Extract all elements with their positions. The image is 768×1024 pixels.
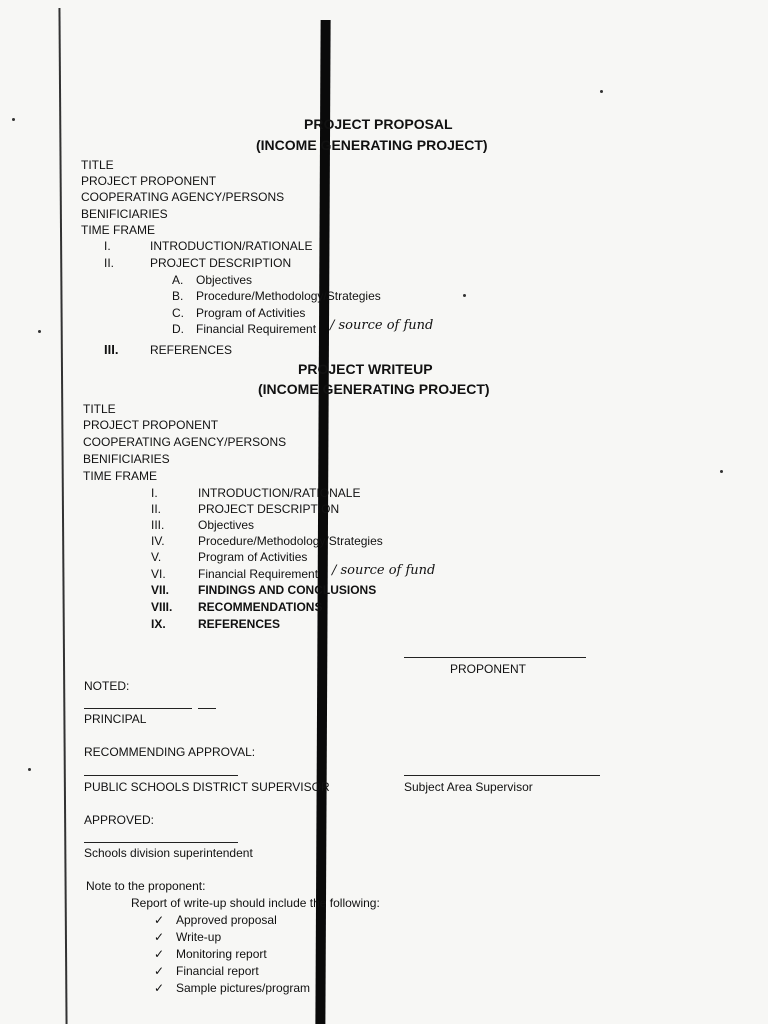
proposal-sub-letter: C. <box>172 306 184 320</box>
check-icon: ✓ <box>154 947 165 961</box>
writeup-section-num: I. <box>151 486 158 500</box>
note-item <box>154 964 259 978</box>
note-item-label: Financial report <box>176 964 259 978</box>
note-item <box>154 981 310 995</box>
check-icon: ✓ <box>154 930 165 944</box>
writeup-section-num: VII. <box>151 583 170 597</box>
scan-speck <box>720 470 723 473</box>
writeup-section-label: INTRODUCTION/RATIONALE <box>198 486 361 500</box>
proposal-handwritten-note: / source of fund <box>330 318 434 333</box>
check-icon: ✓ <box>154 981 165 995</box>
writeup-section-label: Program of Activities <box>198 550 308 564</box>
writeup-handwritten-note: / source of fund <box>332 563 436 578</box>
proposal-field: PROJECT PROPONENT <box>81 174 217 188</box>
proposal-field: TIME FRAME <box>81 223 155 237</box>
scan-speck <box>463 294 466 297</box>
proposal-field: COOPERATING AGENCY/PERSONS <box>81 190 285 204</box>
note-item-label: Write-up <box>176 930 222 944</box>
writeup-section-label: Objectives <box>198 518 255 532</box>
proposal-sub-label: Program of Activities <box>196 306 306 320</box>
proposal-references-num: III. <box>104 342 119 357</box>
writeup-section-num: IV. <box>151 534 165 548</box>
note-item <box>154 930 221 944</box>
principal-label: PRINCIPAL <box>84 712 147 726</box>
psds-signature-line <box>84 775 238 776</box>
principal-signature-line <box>84 708 192 709</box>
proposal-sub-label: Financial Requirement <box>196 322 317 336</box>
writeup-title: PROJECT WRITEUP <box>298 361 433 377</box>
proposal-field: TITLE <box>81 158 114 172</box>
proposal-references-label: REFERENCES <box>150 343 233 357</box>
writeup-section-label: RECOMMENDATIONS <box>198 600 323 614</box>
proponent-label: PROPONENT <box>450 662 527 676</box>
proposal-subtitle: (INCOME GENERATING PROJECT) <box>256 137 488 153</box>
note-item-label: Sample pictures/program <box>176 981 311 995</box>
noted-label: NOTED: <box>84 679 130 693</box>
check-icon: ✓ <box>154 913 165 927</box>
proposal-field: BENIFICIARIES <box>81 207 168 221</box>
proposal-section-num: I. <box>104 239 111 253</box>
writeup-section-num: V. <box>151 550 162 564</box>
writeup-field: TIME FRAME <box>83 469 157 483</box>
approved-label: APPROVED: <box>84 813 155 827</box>
principal-signature-line-tail <box>198 708 216 709</box>
scan-margin-line <box>58 8 67 1024</box>
writeup-field: PROJECT PROPONENT <box>83 418 219 432</box>
note-item <box>154 913 277 927</box>
sds-signature-line <box>84 842 238 843</box>
proposal-section-label: PROJECT DESCRIPTION <box>150 256 292 270</box>
note-intro: Report of write-up should include the following: <box>131 896 380 910</box>
proposal-sub-letter: B. <box>172 289 184 303</box>
writeup-section-label: Financial Requirement <box>198 567 319 581</box>
proposal-sub-letter: D. <box>172 322 184 336</box>
writeup-section-num: III. <box>151 518 165 532</box>
writeup-section-num: IX. <box>151 617 166 631</box>
note-heading: Note to the proponent: <box>86 879 206 893</box>
sds-label: Schools division superintendent <box>84 846 253 860</box>
writeup-field: TITLE <box>83 402 116 416</box>
scan-speck <box>28 768 31 771</box>
scan-speck <box>38 330 41 333</box>
proposal-sub-label: Procedure/Methodology/Strategies <box>196 289 381 303</box>
proponent-signature-line <box>404 657 586 658</box>
check-icon: ✓ <box>154 964 165 978</box>
proposal-title: PROJECT PROPOSAL <box>304 116 453 132</box>
note-item <box>154 947 267 961</box>
subject-supervisor-signature-line <box>404 775 600 776</box>
scan-speck <box>600 90 603 93</box>
writeup-section-label: FINDINGS AND CONCLUSIONS <box>198 583 377 597</box>
writeup-field: BENIFICIARIES <box>83 452 170 466</box>
proposal-sub-label: Objectives <box>196 273 253 287</box>
proposal-section-label: INTRODUCTION/RATIONALE <box>150 239 313 253</box>
psds-label: PUBLIC SCHOOLS DISTRICT SUPERVISOR <box>84 780 330 794</box>
writeup-section-label: PROJECT DESCRIPTION <box>198 502 340 516</box>
proposal-section-num: II. <box>104 256 115 270</box>
writeup-section-label: Procedure/Methodology/Strategies <box>198 534 383 548</box>
writeup-section-num: VIII. <box>151 600 173 614</box>
proposal-sub-letter: A. <box>172 273 184 287</box>
scan-speck <box>12 118 15 121</box>
writeup-section-label: REFERENCES <box>198 617 281 631</box>
note-item-label: Monitoring report <box>176 947 267 961</box>
writeup-subtitle: (INCOME GENERATING PROJECT) <box>258 381 490 397</box>
subject-supervisor-label: Subject Area Supervisor <box>404 780 533 794</box>
writeup-section-num: II. <box>151 502 162 516</box>
writeup-section-num: VI. <box>151 567 166 581</box>
recommending-approval-label: RECOMMENDING APPROVAL: <box>84 745 256 759</box>
writeup-field: COOPERATING AGENCY/PERSONS <box>83 435 287 449</box>
scan-fold-bar <box>315 20 330 1024</box>
note-item-label: Approved proposal <box>176 913 277 927</box>
